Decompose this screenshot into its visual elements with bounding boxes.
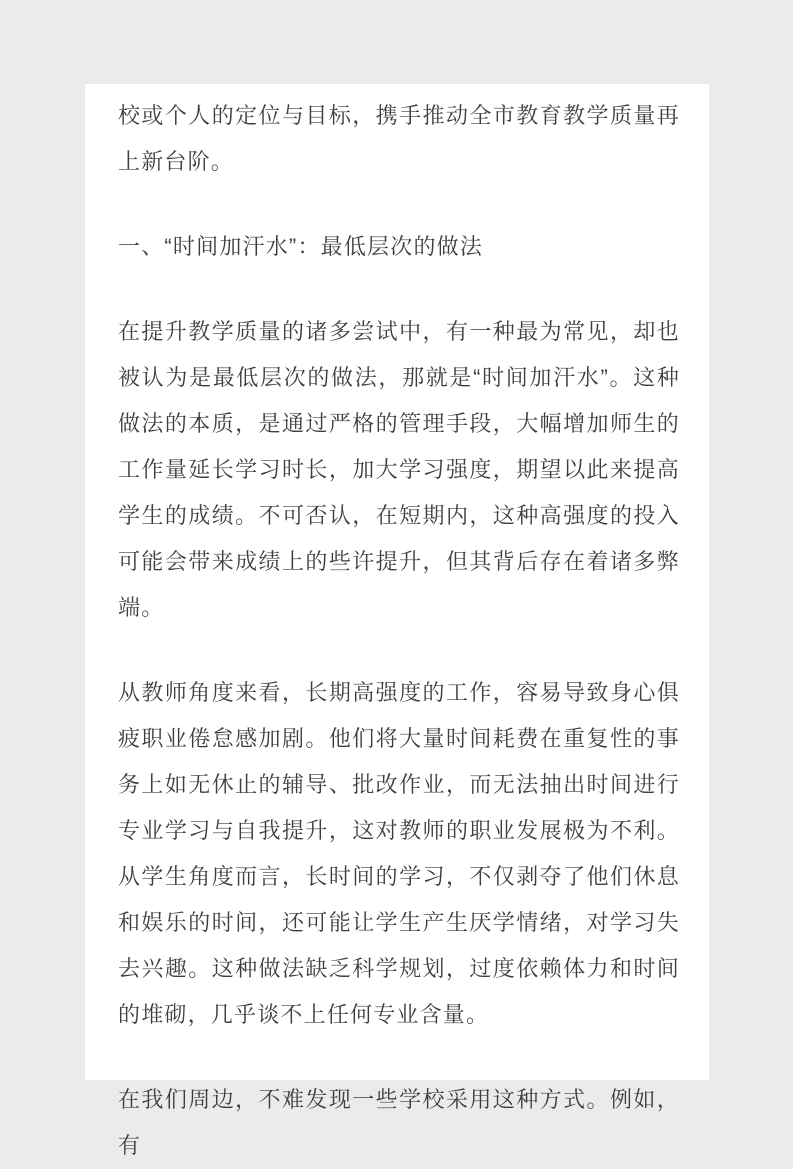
paragraph-intro: 校或个人的定位与目标，携手推动全市教育教学质量再上新台阶。 bbox=[118, 103, 680, 174]
section-heading: 一、“时间加汗水”：最低层次的做法 bbox=[118, 234, 484, 259]
document-page bbox=[85, 84, 709, 1158]
paragraph-time-and-sweat: 在提升教学质量的诸多尝试中，有一种最为常见，却也被认为是最低层次的做法，那就是“时间加汗水”。这种做法的本质，是通过严格的管理手段，大幅增加师生的工作量延长学习时长，加大学习强度，期望以此来提高学生的成绩。不可否认，在短期内，这种高强度的投入可能会带来成绩上的些许提升，但其背后存在着诸多弊端。 bbox=[118, 319, 680, 620]
document-content bbox=[85, 84, 709, 1169]
paragraph-example-lead-in: 在我们周边，不难发现一些学校采用这种方式。例如，有 bbox=[118, 1087, 680, 1158]
paragraph-teacher-student-impact: 从教师角度来看，长期高强度的工作，容易导致身心俱疲职业倦怠感加剧。他们将大量时间耗费在重复性的事务上如无休止的辅导、批改作业，而无法抽出时间进行专业学习与自我提升，这对教师的职业发展极为不利。从学生角度而言，长时间的学习，不仅剥夺了他们休息和娱乐的时间，还可能让学生产生厌学情绪，对学习失去兴趣。这种做法缺乏科学规划，过度依赖体力和时间的堆砌，几乎谈不上任何专业含量。 bbox=[118, 680, 680, 1027]
